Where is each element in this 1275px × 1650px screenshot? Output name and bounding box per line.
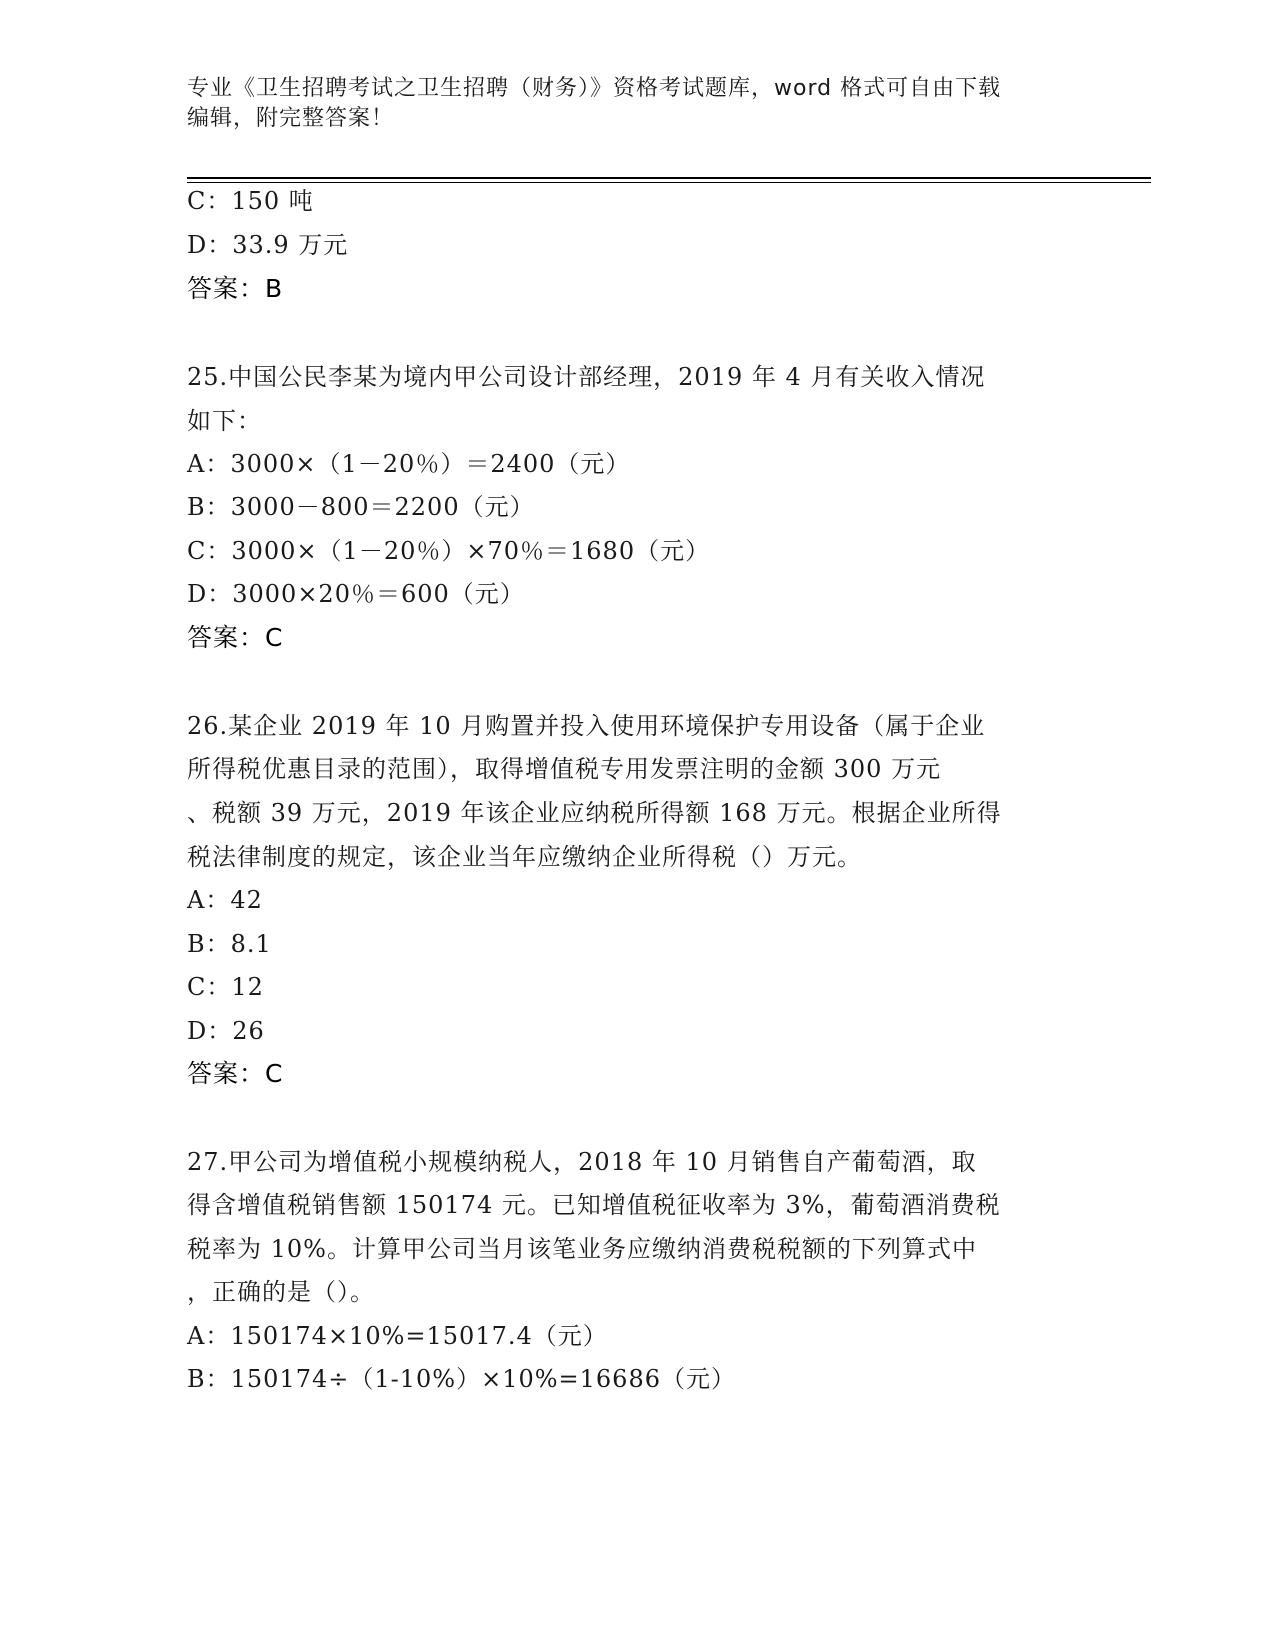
q26-option-c: C：12: [187, 973, 264, 1001]
q26-answer: 答案：C: [187, 1059, 284, 1088]
q25-answer: 答案：C: [187, 623, 284, 652]
header-line-2: 编辑，附完整答案！: [187, 106, 395, 131]
document-header: [187, 74, 1067, 134]
q24-option-d: D：33.9 万元: [187, 231, 349, 259]
q26-stem-line-2: 所得税优惠目录的范围），取得增值税专用发票注明的金额 300 万元: [187, 755, 942, 783]
header-divider: [187, 177, 1151, 179]
q27-stem-line-1: 27.甲公司为增值税小规模纳税人，2018 年 10 月销售自产葡萄酒，取: [187, 1148, 977, 1176]
q27-stem-line-3: 税率为 10%。计算甲公司当月该笔业务应缴纳消费税税额的下列算式中: [187, 1235, 977, 1263]
q26-option-a: A：42: [187, 886, 263, 914]
q25-option-c: C：3000×（1－20％）×70％＝1680（元）: [187, 537, 711, 565]
q26-stem-line-4: 税法律制度的规定，该企业当年应缴纳企业所得税（）万元。: [187, 843, 862, 871]
q27-stem-line-4: ，正确的是（）。: [187, 1278, 375, 1306]
q25-stem-line-2: 如下：: [187, 407, 262, 435]
q24-answer: 答案：B: [187, 274, 284, 303]
q25-option-b: B：3000－800＝2200（元）: [187, 493, 535, 521]
q27-option-a: A：150174×10%=15017.4（元）: [187, 1322, 608, 1350]
q27-stem-line-2: 得含增值税销售额 150174 元。已知增值税征收率为 3%，葡萄酒消费税: [187, 1191, 1001, 1219]
q26-stem-line-3: 、税额 39 万元，2019 年该企业应纳税所得额 168 万元。根据企业所得: [187, 799, 1002, 827]
header-line-1: 专业《卫生招聘考试之卫生招聘（财务）》资格考试题库，word 格式可自由下载: [187, 76, 1002, 101]
q26-stem-line-1: 26.某企业 2019 年 10 月购置并投入使用环境保护专用设备（属于企业: [187, 712, 986, 740]
q26-option-b: B：8.1: [187, 930, 272, 958]
q25-option-d: D：3000×20％＝600（元）: [187, 580, 525, 608]
header-divider-thin: [187, 182, 1151, 183]
q27-option-b: B：150174÷（1-10%）×10%=16686（元）: [187, 1365, 736, 1393]
q26-option-d: D：26: [187, 1017, 265, 1045]
q25-option-a: A：3000×（1－20％）＝2400（元）: [187, 450, 631, 478]
q25-stem-line-1: 25.中国公民李某为境内甲公司设计部经理，2019 年 4 月有关收入情况: [187, 363, 986, 391]
q24-option-c: C：150 吨: [187, 187, 314, 215]
